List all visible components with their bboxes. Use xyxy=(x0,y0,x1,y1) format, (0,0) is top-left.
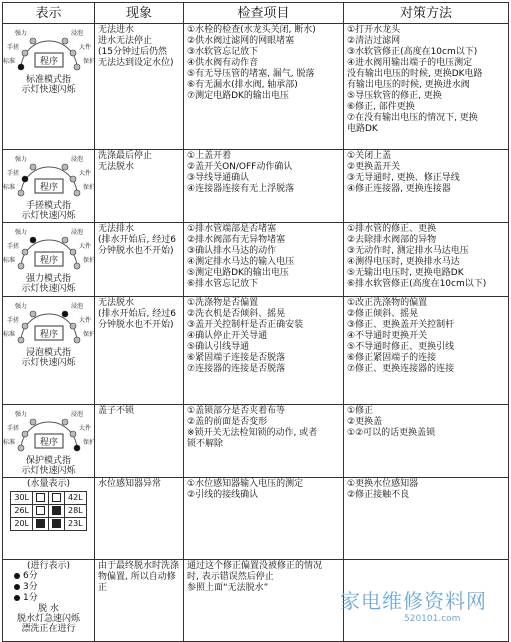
mode-label-right-mid: 大件 xyxy=(78,425,91,432)
indicator-lamp-right-top xyxy=(62,311,68,317)
remedy-line: ⑥修正紧固端子的连接 xyxy=(347,353,437,363)
inspection-line: ①排水管端部是否堵塞 xyxy=(187,224,277,234)
symptom-line: 盖子不锁 xyxy=(98,406,135,416)
remedy-line: 电路DK xyxy=(347,124,378,134)
indicator-lamp-left-bottom xyxy=(18,263,24,269)
indicator-lamp-left-mid xyxy=(22,249,28,255)
symptom-line: 分钟脱水也不开始) xyxy=(98,246,174,256)
inspection-cell xyxy=(184,560,344,642)
inspection-cell xyxy=(184,223,344,297)
inspection-line: ⑦测定电路DK的输出电压 xyxy=(187,91,289,101)
inspection-line: ①水栓的检查(水龙头关闭, 断水) xyxy=(187,25,316,35)
indicator-title: (进行表示) xyxy=(26,561,71,571)
mode-label-right-mid: 大件 xyxy=(78,317,91,324)
progress-item xyxy=(14,593,91,604)
header-indicator: 表示 xyxy=(3,3,95,24)
mode-label-right-bottom: 保护 xyxy=(82,257,95,264)
inspection-cell xyxy=(184,24,344,150)
inspection-line: ①上盖开着 xyxy=(187,151,232,161)
mode-label-left-top: 强力 xyxy=(14,411,27,418)
symptom-line: 无法脱水 xyxy=(98,162,135,172)
remedy-line: ⑦修正、更换连接器的连接 xyxy=(347,364,455,374)
indicator-lamp-right-bottom xyxy=(74,190,80,196)
table-row xyxy=(3,405,509,478)
inspection-line: ⑤测定电路DK的输出电压 xyxy=(187,268,289,278)
control-panel xyxy=(2,224,95,274)
progress-display xyxy=(6,571,91,604)
inspection-line: ④连接器连接有无上浮脱落 xyxy=(187,184,295,194)
indicator-caption: 示灯快速闪烁 xyxy=(21,466,76,476)
inspection-line: ⑥紧固端子连接是否脱落 xyxy=(187,353,286,363)
remedy-cell xyxy=(344,24,509,150)
inspection-line: ②盖的前面是否变形 xyxy=(187,417,268,427)
inspection-line: ⑦连接器的连接是否脱落 xyxy=(187,364,286,374)
remedy-line: ②清洁过滤网 xyxy=(347,36,401,46)
indicator-lamp-right-bottom xyxy=(74,337,80,343)
mode-label-left-top: 强力 xyxy=(14,156,27,163)
water-level-lamp xyxy=(36,493,45,502)
table-row xyxy=(3,150,509,223)
mode-label-left-bottom: 标准 xyxy=(2,257,15,264)
inspection-line: ①盖锁部分是否夹着布等 xyxy=(187,406,286,416)
inspection-line: ③导线导通确认 xyxy=(187,173,250,183)
control-panel xyxy=(2,406,95,456)
inspection-line: ②洗衣机是否倾斜、摇晃 xyxy=(187,309,286,319)
water-level-right-lamp xyxy=(49,505,65,518)
symptom-cell xyxy=(95,297,184,405)
inspection-line: ②排水阀部有无异物堵塞 xyxy=(187,235,286,245)
inspection-line: ②引线的接线确认 xyxy=(187,490,259,500)
symptom-cell xyxy=(95,24,184,150)
mode-label-right-top: 浸泡 xyxy=(70,156,83,163)
water-level-left-label: 20L xyxy=(11,518,33,531)
symptom-line: 洗涤最后停止 xyxy=(98,151,153,161)
remedy-line: ②更换盖 xyxy=(347,417,383,427)
indicator-caption: 脱 水 xyxy=(38,604,59,614)
mode-label-left-top: 强力 xyxy=(14,30,27,37)
indicator-lamp-left-mid xyxy=(22,323,28,329)
inspection-line: ⑥排水管忘记放下 xyxy=(187,279,259,289)
indicator-lamp-right-mid xyxy=(70,431,76,437)
mode-label-left-mid: 手搓 xyxy=(6,170,19,177)
water-level-row xyxy=(11,505,86,518)
indicator-title: (水量表示) xyxy=(26,479,71,489)
symptom-line: (排水开始后, 经过6 xyxy=(98,309,176,319)
indicator-lamp-left-mid xyxy=(22,431,28,437)
water-level-lamp xyxy=(36,506,45,515)
symptom-line: 物偏置, 所以自动修 xyxy=(98,572,176,582)
remedy-line: ①改正洗涤物的偏置 xyxy=(347,298,428,308)
indicator-cell xyxy=(3,478,95,560)
remedy-line: ⑤不导通时修正、更换引线 xyxy=(347,342,455,352)
water-level-row xyxy=(11,492,86,505)
inspection-line: ②供水阀过滤网的网眼堵塞 xyxy=(187,36,295,46)
indicator-lamp-right-bottom xyxy=(74,64,80,70)
table-row xyxy=(3,478,509,560)
symptom-line: 水位感知器异常 xyxy=(98,479,162,489)
indicator-caption: 浸泡模式指 xyxy=(25,348,71,358)
symptom-line: 无法脱水 xyxy=(98,298,135,308)
inspection-line: ④供水阀有动作音 xyxy=(187,58,259,68)
indicator-lamp-left-top xyxy=(30,237,36,243)
remedy-line: ②修正倾斜、摇晃 xyxy=(347,309,419,319)
remedy-cell xyxy=(344,223,509,297)
control-panel xyxy=(2,151,95,201)
symptom-line: 正 xyxy=(98,583,108,593)
water-level-lamp xyxy=(52,519,61,528)
remedy-line: ⑤导压软管的修正, 更换 xyxy=(347,91,442,101)
indicator-cell xyxy=(3,24,95,150)
mode-label-left-mid: 手搓 xyxy=(6,317,19,324)
indicator-lamp-right-mid xyxy=(70,50,76,56)
indicator-caption: 保护模式指 xyxy=(25,456,71,466)
symptom-line: 分钟脱水也不开始) xyxy=(98,320,174,330)
remedy-line: ②更换盖开关 xyxy=(347,162,401,172)
inspection-line: ③确认排水马达的动作 xyxy=(187,246,277,256)
mode-label-left-bottom: 标准 xyxy=(2,58,15,65)
symptom-line: 无法达到设定水位) xyxy=(98,58,174,68)
program-label: 程序 xyxy=(39,256,58,266)
indicator-caption: 手搓模式指 xyxy=(25,201,71,211)
inspection-line: ②盖开关ON/OFF动作确认 xyxy=(187,162,293,172)
symptom-cell xyxy=(95,223,184,297)
indicator-caption: 示灯快速闪烁 xyxy=(21,211,76,221)
table-body xyxy=(3,24,509,642)
indicator-caption: 示灯快速闪烁 xyxy=(21,85,76,95)
symptom-line: 无法进水 xyxy=(98,25,135,35)
inspection-line: ⑤有无导压管的堵塞, 漏气, 脱落 xyxy=(187,69,315,79)
indicator-caption: 漂洗正在进行 xyxy=(21,624,76,634)
indicator-caption: 示灯快速闪烁 xyxy=(21,358,76,368)
mode-label-right-bottom: 保护 xyxy=(82,184,95,191)
remedy-line: ②去除排水阀部的异物 xyxy=(347,235,437,245)
inspection-line: ①水位感知器输入电压的测定 xyxy=(187,479,304,489)
symptom-cell xyxy=(95,405,184,478)
mode-label-left-top: 强力 xyxy=(14,229,27,236)
remedy-line: ①②可以的话更换盖锁 xyxy=(347,428,436,438)
indicator-lamp-left-mid xyxy=(22,176,28,182)
inspection-line: ④测定排水马达的输入电压 xyxy=(187,257,295,267)
control-panel xyxy=(2,298,95,348)
indicator-lamp-left-bottom xyxy=(18,64,24,70)
troubleshooting-table xyxy=(2,2,509,642)
water-level-row xyxy=(11,518,86,531)
program-label: 程序 xyxy=(39,330,58,340)
progress-dot-icon xyxy=(14,573,20,579)
symptom-line: 无法排水 xyxy=(98,224,135,234)
water-level-display xyxy=(10,491,86,531)
indicator-lamp-left-top xyxy=(30,164,36,170)
mode-label-right-top: 浸泡 xyxy=(70,229,83,236)
mode-label-left-bottom: 标准 xyxy=(2,331,15,338)
inspection-cell xyxy=(184,150,344,223)
progress-label: 3分 xyxy=(23,582,38,592)
symptom-line: 进水无法停止 xyxy=(98,36,153,46)
remedy-line: ②修正接触不良 xyxy=(347,490,410,500)
indicator-caption: 脱水灯急速闪烁 xyxy=(16,614,80,624)
remedy-cell xyxy=(344,405,509,478)
indicator-caption: 示灯快速闪烁 xyxy=(21,284,76,294)
progress-dot-icon xyxy=(14,595,20,601)
indicator-lamp-left-top xyxy=(30,38,36,44)
water-level-right-label: 23L xyxy=(65,518,87,531)
mode-label-right-mid: 大件 xyxy=(78,44,91,51)
remedy-line: 没有输出电压的时候, 更换DK电路 xyxy=(347,69,483,79)
indicator-lamp-left-top xyxy=(30,419,36,425)
remedy-line: 有输出电压的时候, 更换进水阀 xyxy=(347,80,470,90)
mode-label-left-bottom: 标准 xyxy=(2,184,15,191)
program-label: 程序 xyxy=(39,57,58,67)
table-row xyxy=(3,24,509,150)
indicator-lamp-left-top xyxy=(30,311,36,317)
indicator-lamp-right-bottom xyxy=(74,263,80,269)
indicator-lamp-right-mid xyxy=(70,249,76,255)
mode-label-right-top: 浸泡 xyxy=(70,303,83,310)
remedy-line: ③修正、更换盖开关控制杆 xyxy=(347,320,455,330)
remedy-line: ①打开水龙头 xyxy=(347,25,401,35)
mode-label-right-bottom: 保护 xyxy=(82,58,95,65)
water-level-lamp xyxy=(52,493,61,502)
header-symptom: 现象 xyxy=(95,3,184,24)
indicator-cell xyxy=(3,405,95,478)
symptom-line: (15分钟过后仍然 xyxy=(98,47,167,57)
indicator-cell xyxy=(3,150,95,223)
remedy-line: ⑥排水软管修正(高度在10cm以下) xyxy=(347,279,487,289)
indicator-lamp-left-bottom xyxy=(18,190,24,196)
progress-dot-icon xyxy=(14,584,20,590)
inspection-line: ①洗涤物是否偏置 xyxy=(187,298,259,308)
water-level-left-lamp xyxy=(33,505,49,518)
indicator-cell xyxy=(3,297,95,405)
water-level-left-label: 26L xyxy=(11,505,33,518)
mode-label-right-top: 浸泡 xyxy=(70,30,83,37)
mode-label-left-top: 强力 xyxy=(14,303,27,310)
symptom-line: (排水开始后, 经过6 xyxy=(98,235,176,245)
remedy-line: ④不导通时更换开关 xyxy=(347,331,428,341)
water-level-right-lamp xyxy=(49,518,65,531)
indicator-lamp-right-top xyxy=(62,237,68,243)
inspection-line: ※锁开关无法检知锁的动作, 或者 xyxy=(187,428,318,438)
mode-label-right-mid: 大件 xyxy=(78,170,91,177)
water-level-left-lamp xyxy=(33,492,49,505)
indicator-lamp-left-bottom xyxy=(18,337,24,343)
symptom-cell xyxy=(95,150,184,223)
program-label: 程序 xyxy=(39,183,58,193)
mode-label-right-top: 浸泡 xyxy=(70,411,83,418)
indicator-caption: 标准模式指 xyxy=(25,75,71,85)
remedy-line: ④进水阀用输出端子的电压测定 xyxy=(347,58,473,68)
symptom-cell xyxy=(95,560,184,642)
water-level-lamp xyxy=(36,519,45,528)
header-row xyxy=(3,3,509,24)
mode-label-left-bottom: 标准 xyxy=(2,439,15,446)
symptom-cell xyxy=(95,478,184,560)
remedy-line: ①排水管的修正、更换 xyxy=(347,224,437,234)
remedy-line: ①修正 xyxy=(347,406,374,416)
inspection-cell xyxy=(184,405,344,478)
remedy-line: ⑦在没有输出电压的情况下, 更换 xyxy=(347,113,478,123)
water-level-right-label: 42L xyxy=(65,492,87,505)
watermark-text: 家电维修资料网 xyxy=(340,589,487,613)
remedy-line: ④测得电压时, 更换排水马达 xyxy=(347,257,460,267)
indicator-lamp-right-bottom xyxy=(74,445,80,451)
mode-label-right-mid: 大件 xyxy=(78,243,91,250)
water-level-right-label: 28L xyxy=(65,505,87,518)
inspection-line: 参照上面“无法脱水” xyxy=(187,583,269,593)
indicator-lamp-right-top xyxy=(62,164,68,170)
indicator-lamp-right-top xyxy=(62,419,68,425)
water-level-right-lamp xyxy=(49,492,65,505)
remedy-line: ⑤无输出电压时, 更换电路DK xyxy=(347,268,464,278)
inspection-line: ⑥有无漏水(排水阀, 轴承部) xyxy=(187,80,298,90)
indicator-cell xyxy=(3,560,95,642)
program-label: 程序 xyxy=(39,438,58,448)
control-panel xyxy=(2,25,95,75)
table-row xyxy=(3,297,509,405)
progress-item xyxy=(14,582,91,593)
indicator-cell xyxy=(3,223,95,297)
inspection-line: ④确认停止开关导通 xyxy=(187,331,268,341)
progress-item xyxy=(14,571,91,582)
water-level-left-label: 30L xyxy=(11,492,33,505)
header-remedy: 对策方法 xyxy=(344,3,509,24)
mode-label-left-mid: 手搓 xyxy=(6,44,19,51)
remedy-cell xyxy=(344,478,509,560)
symptom-line: 由于最终脱水时洗涤 xyxy=(98,561,180,571)
water-level-left-lamp xyxy=(33,518,49,531)
remedy-line: ①更换水位感知器 xyxy=(347,479,419,489)
indicator-lamp-right-mid xyxy=(70,323,76,329)
inspection-line: 锁不解除 xyxy=(187,439,224,449)
inspection-line: ③盖开关控制杆是否正确安装 xyxy=(187,320,304,330)
progress-label: 6分 xyxy=(23,571,38,581)
inspection-line: ③水软管忘记放下 xyxy=(187,47,259,57)
remedy-cell xyxy=(344,150,509,223)
remedy-line: ③无导通时, 更换、修正导线 xyxy=(347,173,460,183)
inspection-line: 时, 表示错误然后停止 xyxy=(187,572,274,582)
remedy-line: ⑥修正, 部件更换 xyxy=(347,102,415,112)
mode-label-right-bottom: 保护 xyxy=(82,331,95,338)
header-inspection: 检查项目 xyxy=(184,3,344,24)
mode-label-right-bottom: 保护 xyxy=(82,439,95,446)
indicator-lamp-left-mid xyxy=(22,50,28,56)
indicator-caption: 强力模式指 xyxy=(25,274,71,284)
mode-label-left-mid: 手搓 xyxy=(6,425,19,432)
remedy-cell xyxy=(344,297,509,405)
inspection-cell xyxy=(184,478,344,560)
inspection-cell xyxy=(184,297,344,405)
indicator-lamp-right-top xyxy=(62,38,68,44)
indicator-lamp-left-bottom xyxy=(18,445,24,451)
inspection-line: 通过这个修正偏置没被修正的情况 xyxy=(187,561,323,571)
inspection-line: ⑤确认引线导通 xyxy=(187,342,250,352)
remedy-line: ③水软管修正(高度在10cm以下) xyxy=(347,47,478,57)
water-level-lamp xyxy=(52,506,61,515)
mode-label-left-mid: 手搓 xyxy=(6,243,19,250)
remedy-line: ①关闭上盖 xyxy=(347,151,392,161)
remedy-line: ③无动作时, 测定排水马达电压 xyxy=(347,246,469,256)
remedy-line: ④修正连接器, 更换连接器 xyxy=(347,184,451,194)
table-row xyxy=(3,223,509,297)
progress-label: 1分 xyxy=(23,593,38,603)
watermark-url: 520101.com xyxy=(404,614,461,624)
indicator-lamp-right-mid xyxy=(70,176,76,182)
